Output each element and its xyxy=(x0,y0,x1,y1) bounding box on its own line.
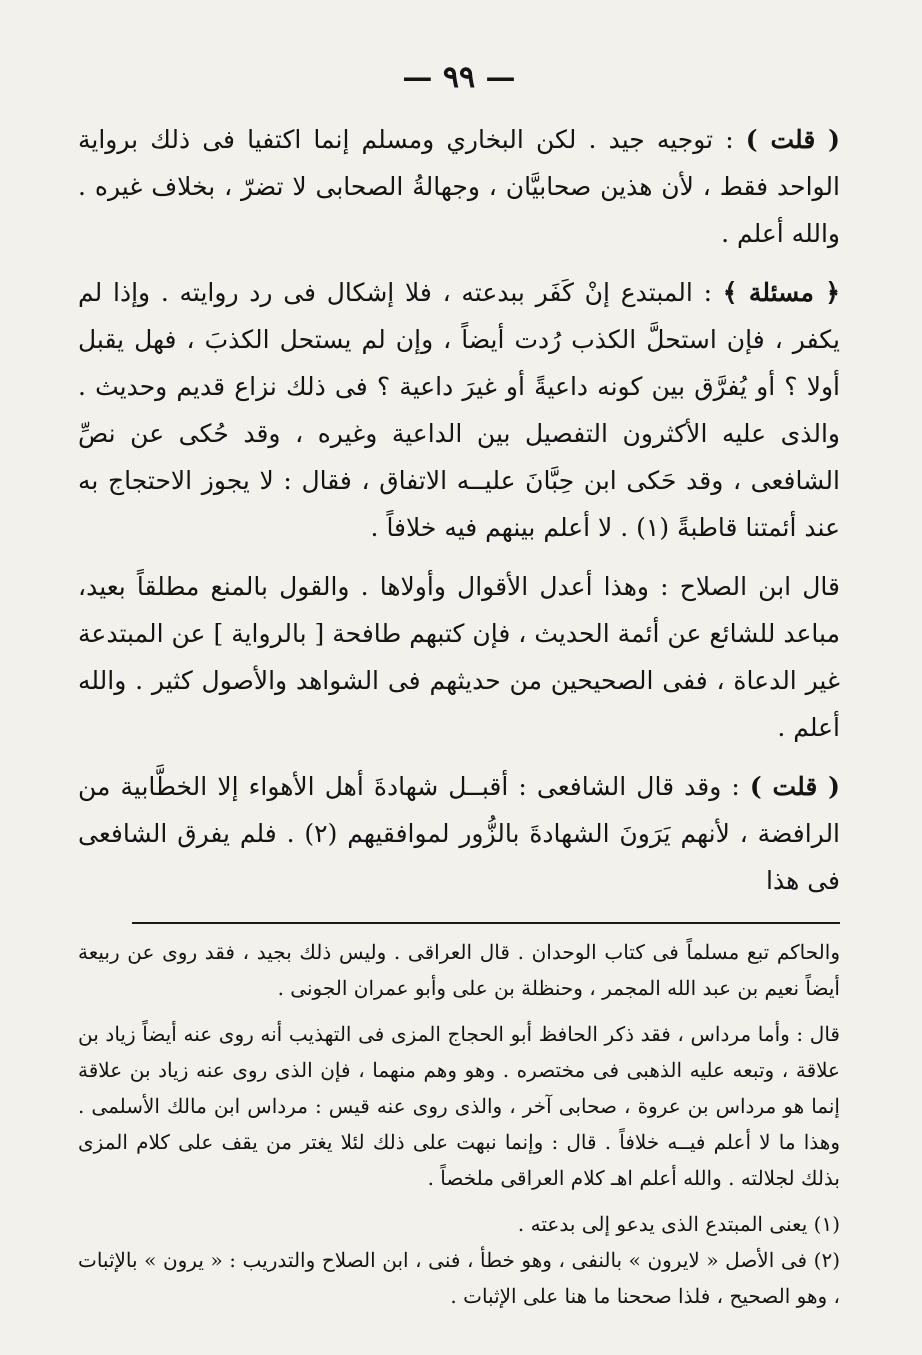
paragraph-text: قال ابن الصلاح : وهذا أعدل الأقوال وأولاها . والقول بالمنع مطلقاً بعيد، مباعد للشائع عن أئمة الحديث ، فإن كتبهم طافحة [ بالرواية ] عن المبتدعة غير الدعاة ، ففى الصحيحين من حديثهم فى الشواهد والأصول كثير . والله أعلم . xyxy=(78,572,840,742)
paragraph-qult-1 xyxy=(78,116,840,257)
paragraph-text: : المبتدع إنْ كَفَر ببدعته ، فلا إشكال فى رد روايته . وإذا لم يكفر ، فإن استحلَّ الكذب رُدت أيضاً ، وإن لم يستحل الكذبَ ، فهل يقبل أولا ؟ أو يُفرَّق بين كونه داعيةً أو غيرَ داعية ؟ فى ذلك نزاع قديم وحديث . والذى عليه الأكثرون التفصيل بين الداعية وغيره ، وقد حُكى عن نصِّ الشافعى ، وقد حَكى ابن حِبَّانَ عليــه الاتفاق ، فقال : لا يجوز الاحتجاج به عند أئمتنا قاطبةً (١) . لا أعلم بينهم فيه خلافاً . xyxy=(78,278,840,542)
footnote-1: (١) يعنى المبتدع الذى يدعو إلى بدعته . xyxy=(517,1212,840,1236)
footnote-divider xyxy=(132,922,840,924)
paragraph-lead: ( قلت ) xyxy=(745,125,840,154)
page-number: — ٩٩ — xyxy=(402,60,516,95)
footnote-2: (٢) فى الأصل « لايرون » بالنفى ، وهو خطأ ، فنى ، ابن الصلاح والتدريب : « يرون » بالإثبات ، وهو الصحيح ، فلذا صححنا ما هنا على الإثبات . xyxy=(78,1248,840,1308)
paragraph-text: : توجيه جيد . لكن البخاري ومسلم إنما اكتفيا فى ذلك برواية الواحد فقط ، لأن هذين صحابيَّان ، وجهالةُ الصحابى لا تضرّ ، بخلاف غيره . والله أعلم . xyxy=(78,125,840,248)
paragraph-lead: ( قلت ) xyxy=(749,772,840,801)
paragraph-text: : وقد قال الشافعى : أقبــل شهادةَ أهل الأهواء إلا الخطَّابية من الرافضة ، لأنهم يَرَونَ الشهادةَ بالزُّور لموافقيهم (٢) . فلم يفرق الشافعى فى هذا xyxy=(78,772,841,895)
footnote-continuation: والحاكم تبع مسلماً فى كتاب الوحدان . قال العراقى . وليس ذلك بجيد ، فقد روى عن ربيعة أيضاً نعيم بن عبد الله المجمر ، وحنظلة بن على وأبو عمران الجونى . xyxy=(78,940,840,1000)
paragraph-lead: ﴿ مسئلة ﴾ xyxy=(722,278,840,307)
paragraph-masala xyxy=(78,269,840,551)
paragraph-qult-2 xyxy=(78,763,840,904)
footnotes xyxy=(78,934,840,1314)
footnote-qala: قال : وأما مرداس ، فقد ذكر الحافظ أبو الحجاج المزى فى التهذيب أنه روى عنه أيضاً زياد بن علاقة ، وتبعه عليه الذهبى فى مختصره . وهو وهم منهما ، فإن الذى روى عنه زياد بن علاقة إنما هو مرداس بن عروة ، صحابى آخر ، والذى روى عنه قيس : مرداس ابن مالك الأسلمى . وهذا ما لا أعلم فيــه خلافاً . قال : وإنما نبهت على ذلك لئلا يغتر من يقف على كلام المزى بذلك لجلالته . والله أعلم اهـ كلام العراقى ملخصاً . xyxy=(78,1022,840,1190)
main-text xyxy=(78,116,840,904)
paragraph-ibn-salah xyxy=(78,563,840,751)
